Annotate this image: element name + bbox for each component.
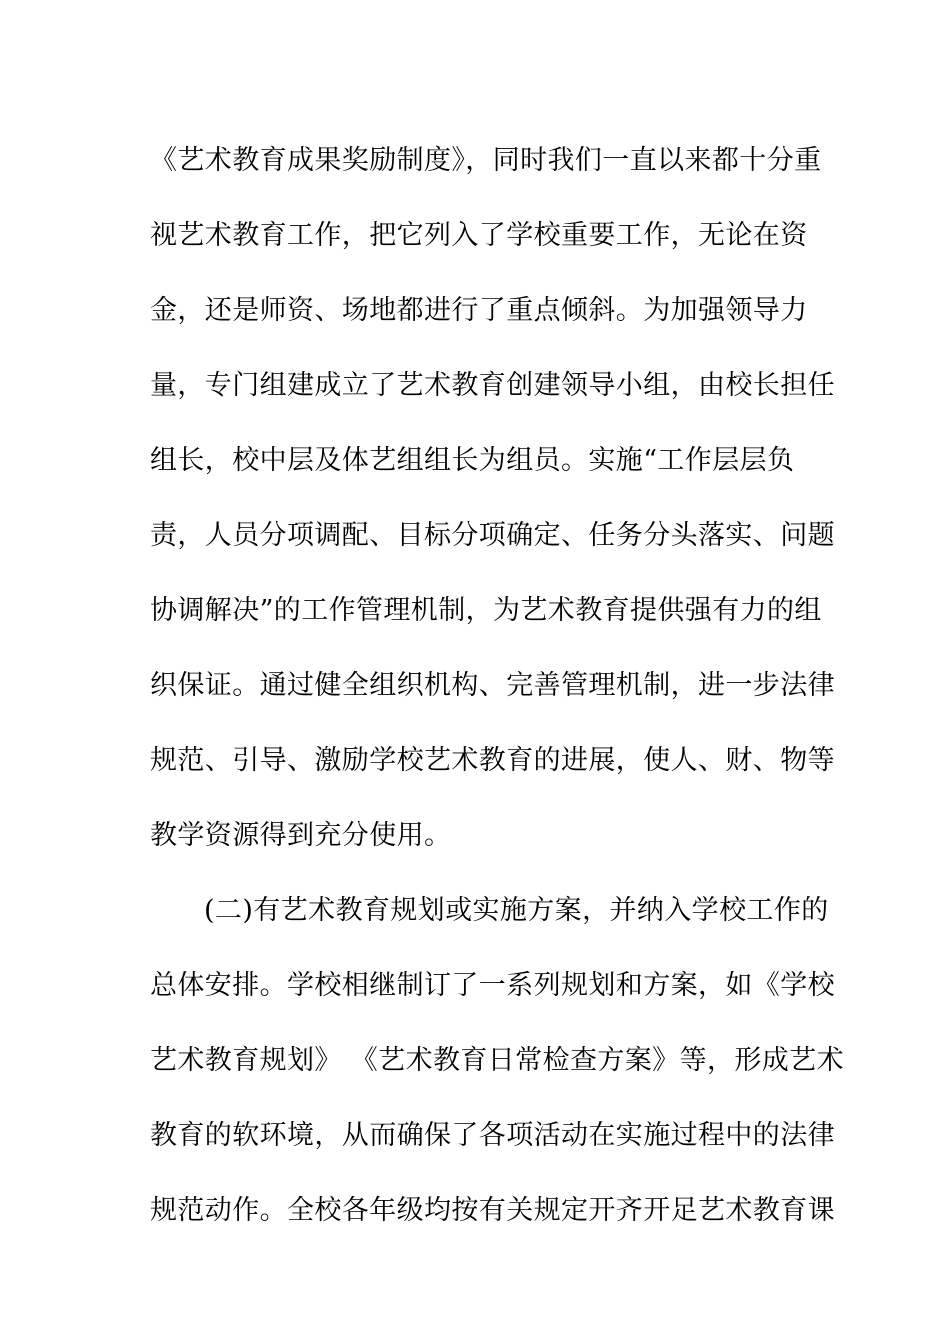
text-line: 《艺术教育成果奖励制度》，同时我们一直以来都十分重: [150, 145, 822, 176]
text-line: 组长，校中层及体艺组组长为组员。实施“工作层层负: [150, 445, 795, 476]
text-line: 艺术教育规划》 《艺术教育日常检查方案》等，形成艺术: [150, 1045, 844, 1076]
text-line: 教学资源得到充分使用。: [150, 820, 452, 851]
text-line: 协调解决”的工作管理机制，为艺术教育提供强有力的组: [150, 595, 822, 626]
text-line: 织保证。通过健全组织机构、完善管理机制，进一步法律: [150, 670, 835, 701]
text-line: 责，人员分项调配、目标分项确定、任务分头落实、问题: [150, 520, 835, 551]
text-line: 金，还是师资、场地都进行了重点倾斜。为加强领导力: [150, 295, 808, 326]
text-line: 规范动作。全校各年级均按有关规定开齐开足艺术教育课: [150, 1195, 835, 1226]
document-body: [150, 123, 844, 1248]
section-heading-line: (二)有艺术教育规划或实施方案，并纳入学校工作的: [204, 895, 829, 926]
text-line: 规范、引导、激励学校艺术教育的进展，使人、财、物等: [150, 745, 835, 776]
text-line: 总体安排。学校相继制订了一系列规划和方案，如《学校: [150, 970, 835, 1001]
text-line: 视艺术教育工作，把它列入了学校重要工作，无论在资: [150, 220, 808, 251]
text-line: 量，专门组建成立了艺术教育创建领导小组，由校长担任: [150, 370, 835, 401]
text-line: 教育的软环境，从而确保了各项活动在实施过程中的法律: [150, 1120, 835, 1151]
